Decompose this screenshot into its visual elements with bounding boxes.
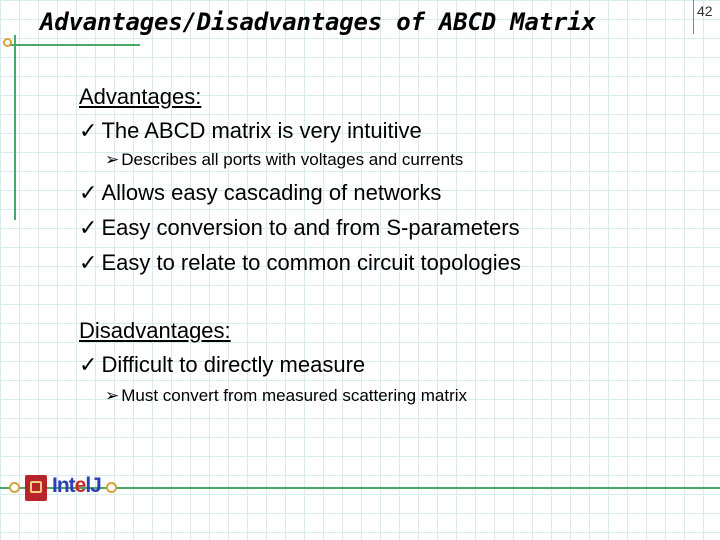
check-icon: ✓ — [79, 215, 98, 240]
advantage-sub-item: ➢ Describes all ports with voltages and currents — [105, 150, 464, 169]
footer-dot-left — [9, 482, 20, 493]
right-rule — [693, 0, 694, 34]
left-rule — [14, 35, 16, 220]
logo: IntelJ — [52, 474, 101, 497]
arrow-bullet-icon: ➢ — [105, 386, 120, 405]
advantage-item: ✓ Easy to relate to common circuit topologies — [79, 250, 521, 275]
check-icon: ✓ — [79, 180, 98, 205]
disadvantages-heading: Disadvantages: — [79, 318, 231, 343]
corner-dot — [3, 38, 12, 47]
check-icon: ✓ — [79, 352, 98, 377]
title-underline-rule — [8, 44, 140, 46]
disadvantage-sub-item: ➢ Must convert from measured scattering matrix — [105, 386, 468, 405]
advantage-item: ✓ Allows easy cascading of networks — [79, 180, 442, 205]
advantages-heading: Advantages: — [79, 84, 202, 109]
university-seal-icon — [25, 475, 47, 501]
disadvantage-item: ✓ Difficult to directly measure — [79, 352, 366, 377]
slide-number: 42 — [697, 3, 713, 19]
advantage-item: ✓ Easy conversion to and from S-parameters — [79, 215, 520, 240]
check-icon: ✓ — [79, 250, 98, 275]
slide-title: Advantages/Disadvantages of ABCD Matrix — [40, 8, 596, 36]
footer-dot-right — [106, 482, 117, 493]
check-icon: ✓ — [79, 118, 98, 143]
advantage-item: ✓ The ABCD matrix is very intuitive — [79, 118, 422, 143]
arrow-bullet-icon: ➢ — [105, 150, 120, 169]
